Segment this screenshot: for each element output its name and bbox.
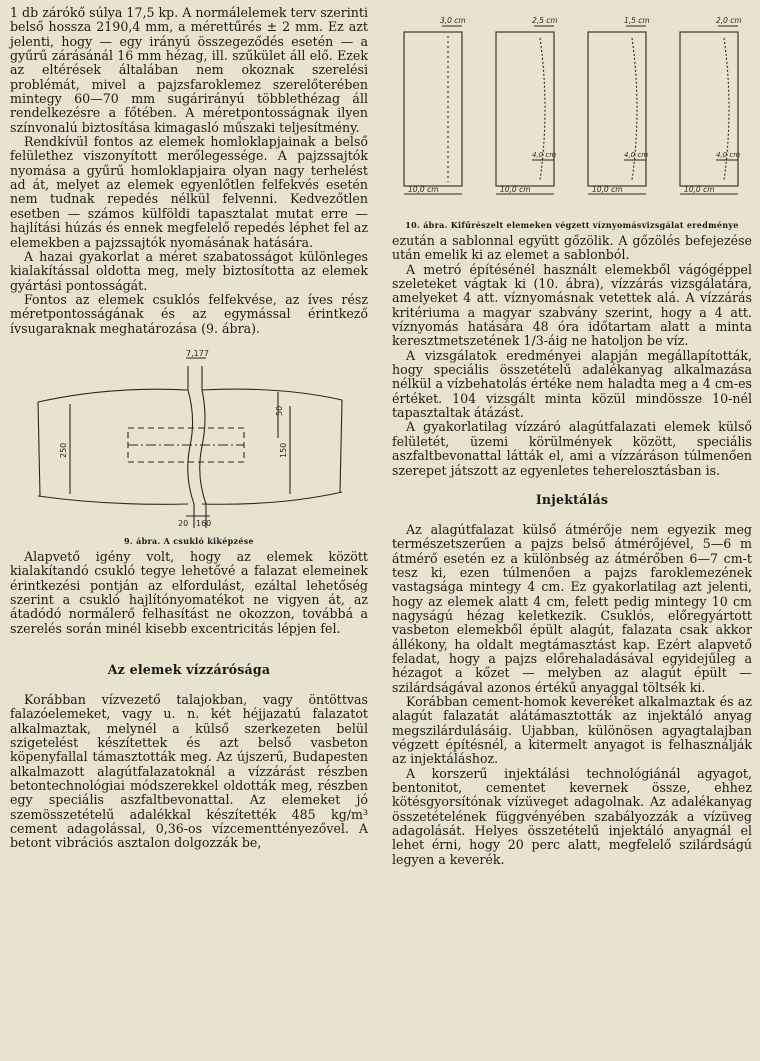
figure-9-hinge-diagram (10, 346, 368, 546)
right-column (392, 6, 752, 867)
sample-bottom-dim: 10,0 cm (500, 185, 531, 194)
sample-inner-dim: 4,0 cm (624, 151, 649, 159)
sample-inner-dim: 4,0 cm (532, 151, 557, 159)
figure-9-drawing (10, 346, 368, 536)
paragraph-hinge-bearing: Fontos az elemek csuklós felfekvése, az íves rész méretpontosságának és az egymással érintkező ívsugaraknak meghatározása (9. ábra). (10, 291, 368, 336)
paragraph-metro-samples: A metró építésénél használt elemekből vágógéppel szeleteket vágtak ki (10. ábra), vízzárás vizsgálatára, amelyeket 4 att. víznyomásnak vetettek alá. A vízzárás kritériuma a magyar szabvány szerint, hogy a 4 att. víznyomás hatására 48 óra időtartam alatt a minta keresztmetszetének 1/3-áig ne hatoljon be víz. (392, 261, 752, 349)
figure-10-water-test (392, 6, 752, 234)
sample-top-dim: 3,0 cm (440, 16, 466, 25)
paragraph-domestic-practice: A hazai gyakorlat a méret szabatosságot különleges kialakítással oldotta meg, mely biztosította az elemek gyártási pontosságát. (10, 248, 368, 293)
figure-10-caption: 10. ábra. Kifűrészelt elemeken végzett víznyomásvizsgálat eredménye (405, 220, 739, 230)
left-column (10, 6, 368, 851)
sample-inner-dim: 4,0 cm (716, 151, 741, 159)
paragraph-injection-technology: A korszerű injektálási technológiánál agyagot, bentonitot, cementet kevernek össze, ehhez kötésgyorsítónak vízüveget adagolnak. Az adalékanyag összetételének függvényében szabályozzák a vízüveg adagolását. Helyes összetételű injektáló anyagnál el lehet érni, hogy 20 perc alatt, megfelelő szilárdságú legyen a keverék. (392, 765, 752, 867)
sample-bottom-dim: 10,0 cm (408, 185, 439, 194)
figure-9-caption: 9. ábra. A csukló kiképzése (124, 535, 254, 546)
paragraph-steam-curing: ezután a sablonnal együtt gőzölik. A gőzölés befejezése után emelik ki az elemet a sablonból. (392, 233, 752, 263)
sample-bottom-dim: 10,0 cm (684, 185, 715, 194)
fig9-dim-bottom-a: 20 (178, 518, 189, 528)
sample-top-dim: 2,0 cm (716, 16, 742, 25)
fig9-dim-right-mid: 150 (279, 442, 288, 458)
sample-outline (588, 32, 649, 186)
paragraph-hinge-requirement: Alapvető igény volt, hogy az elemek között kialakítandó csukló tegye lehetővé a falazat elemeinek érintkezési pontján az elfordulást, ezáltal lehetőség szerint a csukló hajlítónyomatékot ne vigyen át, az átadódó normálerő felhasítást ne okozzon, továbbá a szerelés során minél kisebb excentricitás lépjen fel. (10, 548, 368, 636)
sample-top-dim: 2,5 cm (532, 16, 558, 25)
paragraph-injection-gap: Az alagútfalazat külső átmérője nem egyezik meg természetszerűen a pajzs belső átmérőjével, 5—6 m átmérő esetén ez a különbség az átmérőben 6—7 cm-t tesz ki, ezen túlmenően a pajzs faroklemezének vastagsága mintegy 4 cm. Ez gyakorlatilag azt jelenti, hogy az elemek alatt 4 cm, felett pedig mintegy 10 cm nagyságú hézag keletkezik. Csuklós, előregyártott vasbeton elemekből épült alagút, falazata csak akkor állékony, ha oldalt megtámasztást kap. Ezért alapvető feladat, hogy a pajzs előrehaladásával egyidejűleg a hézagot a kőzet — melyben az alagút épült — szilárdságával azonos értékű anyaggal töltsék ki. (392, 521, 752, 695)
fig9-dim-left: 250 (59, 442, 68, 458)
sample-bottom-dim: 10,0 cm (592, 185, 623, 194)
paragraph-test-results: A vizsgálatok eredményei alapján megállapították, hogy speciális összetételű adalékanyag alkalmazása nélkül a vízbehatolás értéke nem haladta meg a 4 cm-es értéket. 104 vizsgált minta közül mindössze 10-nél tapasztaltak átázást. (392, 347, 752, 421)
paragraph-injection-history: Korábban cement-homok keveréket alkalmaztak és az alagút falazatát alátámasztották az injektáló anyag megszilárdulásáig. Ujabban, különösen agyagtalajban végzett építésnél, a kitermelt anyagot is felhasználják az injektáláshoz. (392, 693, 752, 767)
paragraph-asphalt-coating: A gyakorlatilag vízzáró alagútfalazati elemek külső felületét, üzemi körülmények között, speciális aszfaltbevonattal látták el, ami a vízzáráson túlmenően szerepet játszott az egyenletes teherelosztásban is. (392, 419, 752, 478)
sample-outline (680, 32, 741, 186)
figure-10-drawing (392, 6, 752, 218)
fig9-dim-bottom-b: 160 (196, 518, 212, 528)
fig9-dim-top: 7,177 (186, 348, 209, 358)
paragraph-perpendicularity: Rendkívül fontos az elemek homloklapjainak a belső felülethez viszonyított merőlegessége. A pajzssajtók nyomása a gyűrű homloklapjaira olyan nagy terhelést ad át, melyet az elemek egyenlőtlen felfekvés esetén nem tudnak repedés nélkül felvenni. Kedvezőtlen esetben — számos külföldi tapasztalat mutat erre — hajlítási húzás és ennek megfelelő repedés léphet fel az elemekben a pajzssajtók nyomásának hatására. (10, 134, 368, 250)
sample-top-dim: 1,5 cm (624, 16, 650, 25)
fig9-dim-right-top: 50 (275, 405, 284, 416)
sample-outline (404, 32, 462, 186)
paragraph-waterproofing: Korábban vízvezető talajokban, vagy öntöttvas falazóelemeket, vagy u. n. két héjjazatú falazatot alkalmaztak, melynél a külső szerkezeten belül szigetelést készítettek és azt belső vasbeton köpenyfallal támasztották meg. Az újszerű, Budapesten alkalmazott alagútfalazatoknál a vízzárást részben betontechnológiai módszerekkel oldották meg, részben egy speciális aszfaltbevonattal. Az elemeket jó szemösszetételű adalékkal készítették 485 kg/m³ cement adagolással, 0,36-os vízcementtényezővel. A betont vibrációs asztalon dolgozzák be, (10, 691, 368, 851)
sample-outline (496, 32, 557, 186)
paragraph-element-weight: 1 db zárókő súlya 17,5 kp. A normálelemek terv szerinti belső hossza 2190,4 mm, a mérettűrés ± 2 mm. Ez azt jelenti, hogy — egy irányú összegeződés esetén — a gyűrű zárásánál 16 mm hézag, ill. szűkület áll elő. Ezek az eltérések általában nem okoznak szerelési problémát, mivel a pajzsfaroklemez szerelőterében mintegy 60—70 mm sugárirányú többlethézag áll rendelkezésre a főtében. A méretpontosságnak ilyen színvonalú biztosítása kimagasló műszaki teljesítmény. (10, 5, 368, 135)
heading-injection: Injektálás (535, 491, 609, 507)
heading-waterproofing: Az elemek vízzárósága (107, 661, 271, 677)
